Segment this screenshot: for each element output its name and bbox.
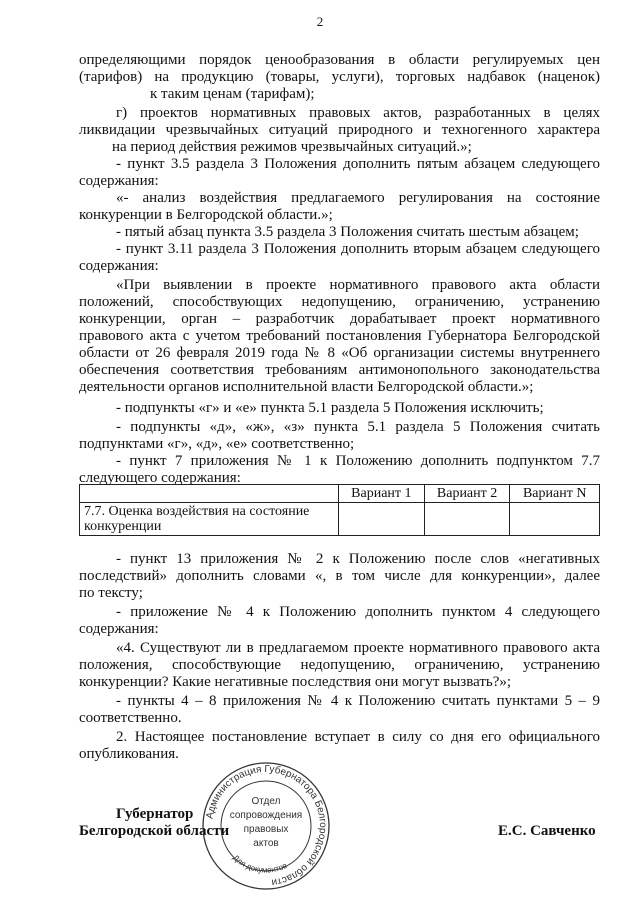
text-line: г) проектов нормативных правовых актов, разработанных в целях xyxy=(116,105,600,121)
text-line: по тексту; xyxy=(79,585,143,601)
text-line: - пункт 3.5 раздела 3 Положения дополнить пятым абзацем следующего xyxy=(116,156,600,172)
stamp-bottom-text: Для документов xyxy=(231,853,289,875)
text-line: «При выявлении в проекте нормативного правового акта области xyxy=(116,277,600,293)
text-line: к таким ценам (тарифам); xyxy=(150,86,315,102)
table-row-label: 7.7. Оценка воздействия на состояние конкуренции xyxy=(80,503,339,536)
text-line: - подпункты «д», «ж», «з» пункта 5.1 раздела 5 Положения считать xyxy=(116,419,600,435)
stamp-ring-text: Администрация Губернатора Белгородской области xyxy=(204,763,329,888)
text-line: деятельности органов исполнительной власти Белгородской области.»; xyxy=(79,379,534,395)
table-header-cell: Вариант 1 xyxy=(339,485,425,503)
text-line: положений, способствующих недопущению, ограничению, устранению xyxy=(79,294,600,310)
stamp-center-line: актов xyxy=(253,838,279,849)
text-line: 2. Настоящее постановление вступает в силу со дня его официального xyxy=(116,729,600,745)
text-line: положения, способствующие недопущению, ограничению, устранению xyxy=(79,657,600,673)
text-line: - пункт 3.11 раздела 3 Положения дополнить вторым абзацем следующего xyxy=(116,241,600,257)
options-table xyxy=(79,484,600,536)
text-line: «- анализ воздействия предлагаемого регулирования на состояние xyxy=(116,190,600,206)
text-line: соответственно. xyxy=(79,710,182,726)
official-stamp xyxy=(200,760,332,892)
stamp-center-line: сопровождения xyxy=(229,810,303,821)
text-line: конкуренции в Белгородской области.»; xyxy=(79,207,333,223)
text-line: подпунктами «г», «д», «е» соответственно; xyxy=(79,436,355,452)
stamp-center-line: Отдел xyxy=(251,796,281,807)
text-line: содержания: xyxy=(79,258,159,274)
signature-title-region: Белгородской области xyxy=(79,823,230,839)
signature-title: Губернатор xyxy=(116,806,194,822)
text-line: правового акта с учетом требований постановления Губернатора Белгородской xyxy=(79,328,600,344)
text-line: «4. Существуют ли в предлагаемом проекте нормативного правового акта xyxy=(116,640,600,656)
text-line: обеспечения соответствия требованиям антимонопольного законодательства xyxy=(79,362,600,378)
text-line: следующего содержания: xyxy=(79,470,241,486)
page-number: 2 xyxy=(316,14,324,29)
text-line: - пятый абзац пункта 3.5 раздела 3 Положения считать шестым абзацем; xyxy=(116,224,579,240)
text-line: конкуренции, орган – разработчик дорабатывает проект нормативного xyxy=(79,311,600,327)
text-line: области от 26 февраля 2019 года № 8 «Об организации системы внутреннего xyxy=(79,345,600,361)
table-header-cell: Вариант N xyxy=(510,485,600,503)
text-line: содержания: xyxy=(79,173,159,189)
text-line: (тарифов) на продукцию (товары, услуги), торговых надбавок (наценок) xyxy=(79,69,600,85)
text-line: - приложение № 4 к Положению дополнить пунктом 4 следующего xyxy=(116,604,600,620)
text-line: - пункт 7 приложения № 1 к Положению дополнить подпунктом 7.7 xyxy=(116,453,600,469)
text-line: содержания: xyxy=(79,621,159,637)
table-row xyxy=(80,503,600,536)
text-line: опубликования. xyxy=(79,746,179,762)
table-header-cell xyxy=(80,485,339,503)
stamp-center-line: правовых xyxy=(243,824,289,835)
text-line: на период действия режимов чрезвычайных ситуаций.»; xyxy=(112,139,472,155)
text-line: - подпункты «г» и «е» пункта 5.1 раздела 5 Положения исключить; xyxy=(116,400,544,416)
table-header-row xyxy=(80,485,600,503)
text-line: - пункт 13 приложения № 2 к Положению после слов «негативных xyxy=(116,551,600,567)
table-header-cell: Вариант 2 xyxy=(424,485,510,503)
table-cell xyxy=(339,503,425,536)
text-line: ликвидации чрезвычайных ситуаций природного и техногенного характера xyxy=(79,122,600,138)
table-cell xyxy=(424,503,510,536)
text-line: конкуренции? Какие негативные последствия они могут вызвать?»; xyxy=(79,674,512,690)
signature-name: Е.С. Савченко xyxy=(498,823,596,839)
text-line: - пункты 4 – 8 приложения № 4 к Положению считать пунктами 5 – 9 xyxy=(116,693,600,709)
table-cell xyxy=(510,503,600,536)
text-line: определяющими порядок ценообразования в области регулируемых цен xyxy=(79,52,600,68)
text-line: последствий» дополнить словами «, в том числе для конкуренции», далее xyxy=(79,568,600,584)
